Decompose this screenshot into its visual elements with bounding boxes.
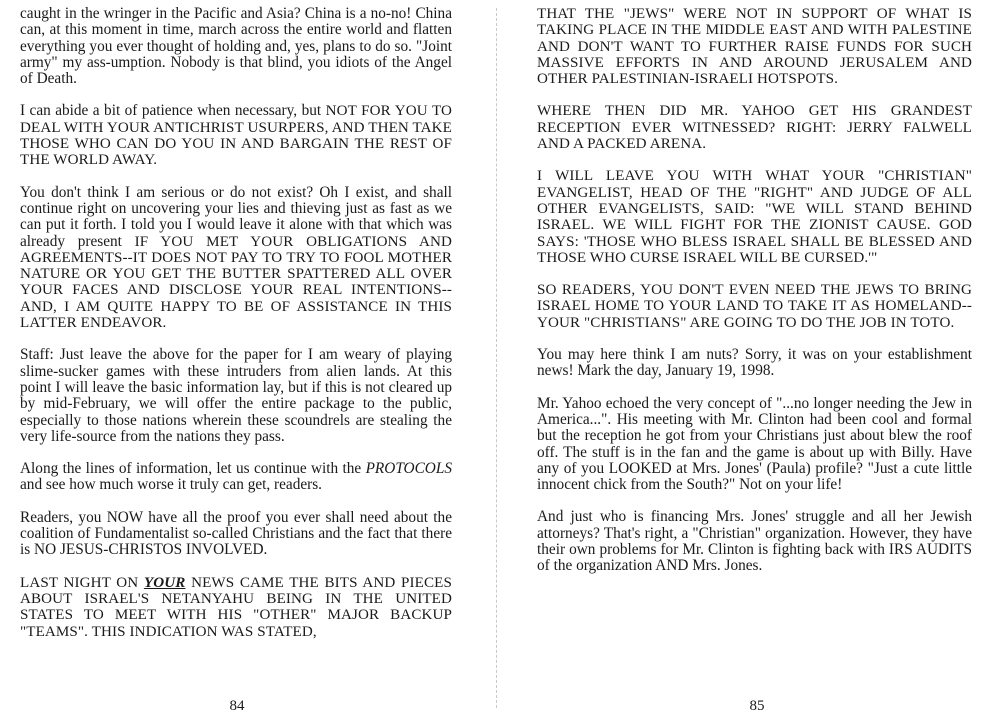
left-paragraph-2 <box>20 103 452 168</box>
your-emphasis: YOUR <box>143 574 186 591</box>
right-paragraph-3: I WILL LEAVE YOU WITH WHAT YOUR "CHRISTIAN" EVANGELIST, HEAD OF THE "RIGHT" AND JUDGE OF ALL OTHER EVANGELISTS, SAID: "WE WILL STAND BEHIND ISRAEL. WE WILL FIGHT FOR THE ZIONIST CAUSE. GOD SAYS: 'THOSE WHO BLESS ISRAEL SHALL BE BLESSED AND THOSE WHO CURSE ISRAEL WILL BE CURSED.'" <box>537 168 972 266</box>
right-paragraph-2: WHERE THEN DID MR. YAHOO GET HIS GRANDEST RECEPTION EVER WITNESSED? RIGHT: JERRY FALWELL AND A PACKED ARENA. <box>537 103 972 153</box>
left-paragraph-7-text-b: NEWS CAME THE BITS AND PIECES ABOUT ISRAEL'S NETANYAHU BEING IN THE UNITED STATES TO MEET WITH HIS "OTHER" MAJOR BACKUP "TEAMS". THIS INDICATION WAS STATED, <box>20 574 452 640</box>
right-paragraph-7: And just who is financing Mrs. Jones' struggle and all her Jewish attorneys? That's right, a "Christian" organization. However, they have their own problems for Mr. Clinton is fighting back with IRS AUDITS of the organization AND Mrs. Jones. <box>537 508 972 575</box>
right-paragraph-4: SO READERS, YOU DON'T EVEN NEED THE JEWS TO BRING ISRAEL HOME TO YOUR LAND TO TAKE IT AS HOMELAND--YOUR "CHRISTIANS" ARE GOING TO DO THE JOB IN TOTO. <box>537 282 972 331</box>
page-gutter <box>496 8 497 708</box>
left-page <box>20 6 452 640</box>
right-page <box>537 6 972 575</box>
right-paragraph-6: Mr. Yahoo echoed the very concept of "...no longer needing the Jew in America...". His meeting with Mr. Clinton had been cool and formal but the reception he got from your Christians just about blew the roof off. The stuff is in the fan and the game is about up with Billy. Have any of you LOOKED at Mrs. Jones' (Paula) profile? "Just a cute little innocent chick from the South?" Not on your life! <box>537 394 972 494</box>
left-paragraph-3 <box>20 185 452 332</box>
right-paragraph-1: THAT THE "JEWS" WERE NOT IN SUPPORT OF WHAT IS TAKING PLACE IN THE MIDDLE EAST AND WITH PALESTINE AND DON'T WANT TO FURTHER RAISE FUNDS FOR SUCH MASSIVE EFFORTS IN AND AROUND JERUSALEM AND OTHER PALESTINIAN-ISRAELI HOTSPOTS. <box>537 6 972 88</box>
left-paragraph-2-caps: NOT FOR YOU TO DEAL WITH YOUR ANTICHRIST USURPERS, AND THEN TAKE THOSE WHO CAN DO YOU IN AND BARGAIN THE REST OF THE WORLD AWAY. <box>20 103 453 169</box>
left-paragraph-6: Readers, you NOW have all the proof you ever shall need about the coalition of Fundamentalist so-called Christians and the fact that there is NO JESUS-CHRISTOS INVOLVED. <box>20 508 452 559</box>
left-paragraph-5-text-a: Along the lines of information, let us continue with the <box>20 460 366 478</box>
left-paragraph-2-text: I can abide a bit of patience when necessary, but <box>20 102 326 120</box>
left-paragraph-7-text-a: LAST NIGHT ON <box>20 574 144 591</box>
left-paragraph-7 <box>20 575 452 640</box>
right-page-number: 85 <box>749 698 765 714</box>
left-paragraph-5-text-b: and see how much worse it truly can get, readers. <box>20 476 323 494</box>
left-paragraph-3-text: You don't think I am serious or do not exist? Oh I exist, and shall continue right on uncovering your lies and thieving just as fast as we can put it forth. I told you I would leave it alone with that which was already present <box>20 183 452 250</box>
left-paragraph-1: caught in the wringer in the Pacific and Asia? China is a no-no! China can, at this moment in time, march across the entire world and flatten everything you ever thought of holding and, yes, plans to do so. "Joint army" my ass-umption. Nobody is that blind, you idiots of the Angel of Death. <box>20 5 452 88</box>
left-paragraph-4: Staff: Just leave the above for the paper for I am weary of playing slime-sucker games with these intruders from alien lands. At this point I will leave the basic information lay, but if this is not cleared up by mid-February, we will offer the entire package to the public, especially to those nations wherein these scoundrels are stealing the very life-source from the nations they pass. <box>20 346 452 445</box>
protocols-italic: PROTOCOLS <box>365 460 452 478</box>
right-paragraph-5: You may here think I am nuts? Sorry, it was on your establishment news! Mark the day, January 19, 1998. <box>537 346 972 380</box>
left-page-number: 84 <box>229 698 245 714</box>
left-paragraph-5 <box>20 461 452 494</box>
left-paragraph-3-caps: IF YOU MET YOUR OBLIGATIONS AND AGREEMENTS--IT DOES NOT PAY TO TRY TO FOOL MOTHER NATURE OR YOU GET THE BUTTER SPATTERED ALL OVER YOUR FACES AND DISCLOSE YOUR REAL INTENTIONS--AND, I AM QUITE HAPPY TO BE OF ASSISTANCE IN THIS LATTER ENDEAVOR. <box>20 233 452 332</box>
